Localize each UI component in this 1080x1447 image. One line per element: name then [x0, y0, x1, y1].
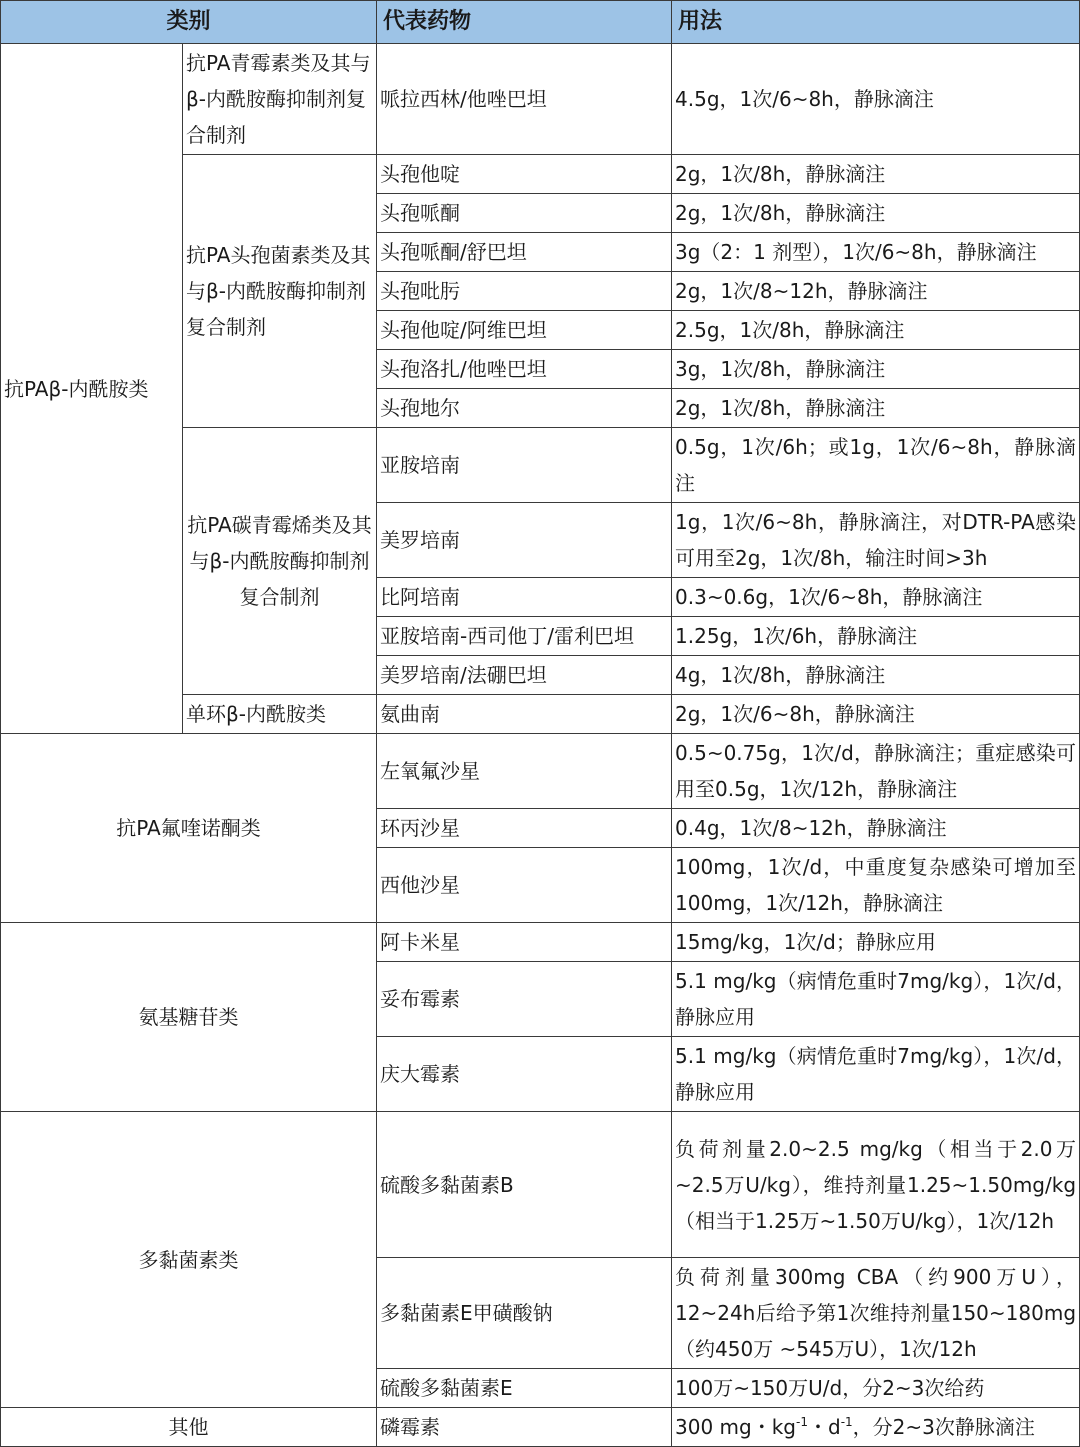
drug-name: 妥布霉素 — [377, 962, 672, 1037]
usage-part: ，分2~3次静脉滴注 — [852, 1415, 1035, 1439]
drug-name: 头孢哌酮 — [377, 194, 672, 233]
usage-text: 2g，1次/8h，静脉滴注 — [672, 194, 1080, 233]
usage-text: 100mg，1次/d，中重度复杂感染可增加至100mg，1次/12h，静脉滴注 — [672, 848, 1080, 923]
subcategory-monobactam: 单环β-内酰胺类 — [183, 695, 377, 734]
usage-part: 300 mg・kg — [675, 1415, 797, 1439]
drug-name: 头孢地尔 — [377, 389, 672, 428]
drug-name: 氨曲南 — [377, 695, 672, 734]
usage-text: 1g，1次/6~8h，静脉滴注，对DTR-PA感染可用至2g，1次/8h，输注时间>3h — [672, 503, 1080, 578]
usage-text: 1.25g，1次/6h，静脉滴注 — [672, 617, 1080, 656]
drug-name: 头孢哌酮/舒巴坦 — [377, 233, 672, 272]
subcategory-penicillin: 抗PA青霉素类及其与β-内酰胺酶抑制剂复合制剂 — [183, 44, 377, 155]
drug-name: 美罗培南 — [377, 503, 672, 578]
drug-name: 硫酸多黏菌素B — [377, 1112, 672, 1258]
header-usage: 用法 — [672, 1, 1080, 44]
drug-name: 亚胺培南 — [377, 428, 672, 503]
drug-name: 比阿培南 — [377, 578, 672, 617]
category-beta-lactam: 抗PAβ-内酰胺类 — [1, 44, 183, 734]
table-row — [1, 44, 1080, 155]
drug-name: 硫酸多黏菌素E — [377, 1369, 672, 1408]
drug-name: 头孢洛扎/他唑巴坦 — [377, 350, 672, 389]
category-aminoglycoside: 氨基糖苷类 — [1, 923, 377, 1112]
usage-text: 15mg/kg，1次/d；静脉应用 — [672, 923, 1080, 962]
table-row — [1, 1408, 1080, 1447]
drug-name: 西他沙星 — [377, 848, 672, 923]
usage-text: 负荷剂量2.0~2.5 mg/kg（相当于2.0万~2.5万U/kg），维持剂量1.25~1.50mg/kg（相当于1.25万~1.50万U/kg），1次/12h — [672, 1112, 1080, 1258]
usage-text: 0.5g，1次/6h；或1g，1次/6~8h，静脉滴注 — [672, 428, 1080, 503]
category-polymyxin: 多黏菌素类 — [1, 1112, 377, 1408]
usage-text — [672, 1408, 1080, 1447]
table-row — [1, 1112, 1080, 1258]
category-other: 其他 — [1, 1408, 377, 1447]
table-row — [1, 734, 1080, 809]
usage-text: 3g，1次/8h，静脉滴注 — [672, 350, 1080, 389]
drug-name: 头孢他啶 — [377, 155, 672, 194]
drug-name: 头孢他啶/阿维巴坦 — [377, 311, 672, 350]
usage-text: 2g，1次/8h，静脉滴注 — [672, 389, 1080, 428]
drug-name: 美罗培南/法硼巴坦 — [377, 656, 672, 695]
usage-text: 2g，1次/8h，静脉滴注 — [672, 155, 1080, 194]
usage-part: ・d — [807, 1415, 841, 1439]
drug-name: 环丙沙星 — [377, 809, 672, 848]
category-fluoroquinolone: 抗PA氟喹诺酮类 — [1, 734, 377, 923]
drug-name: 阿卡米星 — [377, 923, 672, 962]
usage-text: 2g，1次/8~12h，静脉滴注 — [672, 272, 1080, 311]
table-row — [1, 923, 1080, 962]
usage-text: 0.3~0.6g，1次/6~8h，静脉滴注 — [672, 578, 1080, 617]
header-row — [1, 1, 1080, 44]
drug-name: 亚胺培南-西司他丁/雷利巴坦 — [377, 617, 672, 656]
drug-name: 庆大霉素 — [377, 1037, 672, 1112]
usage-text: 0.5~0.75g，1次/d，静脉滴注；重症感染可用至0.5g，1次/12h，静脉滴注 — [672, 734, 1080, 809]
usage-text: 5.1 mg/kg（病情危重时7mg/kg），1次/d，静脉应用 — [672, 962, 1080, 1037]
usage-text: 2g，1次/6~8h，静脉滴注 — [672, 695, 1080, 734]
usage-text: 5.1 mg/kg（病情危重时7mg/kg），1次/d，静脉应用 — [672, 1037, 1080, 1112]
drug-name: 左氧氟沙星 — [377, 734, 672, 809]
drug-name: 多黏菌素E甲磺酸钠 — [377, 1258, 672, 1369]
usage-exponent: -1 — [840, 1415, 853, 1429]
subcategory-cephalosporin: 抗PA头孢菌素类及其与β-内酰胺酶抑制剂复合制剂 — [183, 155, 377, 428]
drug-name: 磷霉素 — [377, 1408, 672, 1447]
usage-text: 0.4g，1次/8~12h，静脉滴注 — [672, 809, 1080, 848]
usage-text: 4g，1次/8h，静脉滴注 — [672, 656, 1080, 695]
usage-text: 4.5g，1次/6~8h，静脉滴注 — [672, 44, 1080, 155]
subcategory-carbapenem: 抗PA碳青霉烯类及其与β-内酰胺酶抑制剂复合制剂 — [183, 428, 377, 695]
usage-exponent: -1 — [796, 1415, 808, 1429]
usage-text: 3g（2：1 剂型），1次/6~8h，静脉滴注 — [672, 233, 1080, 272]
usage-text: 2.5g，1次/8h，静脉滴注 — [672, 311, 1080, 350]
drug-name: 头孢吡肟 — [377, 272, 672, 311]
header-category: 类别 — [1, 1, 377, 44]
usage-text: 100万~150万U/d，分2~3次给药 — [672, 1369, 1080, 1408]
drug-name: 哌拉西林/他唑巴坦 — [377, 44, 672, 155]
header-drug: 代表药物 — [377, 1, 672, 44]
usage-text: 负荷剂量300mg CBA（约900万U），12~24h后给予第1次维持剂量150~180mg（约450万 ~545万U），1次/12h — [672, 1258, 1080, 1369]
